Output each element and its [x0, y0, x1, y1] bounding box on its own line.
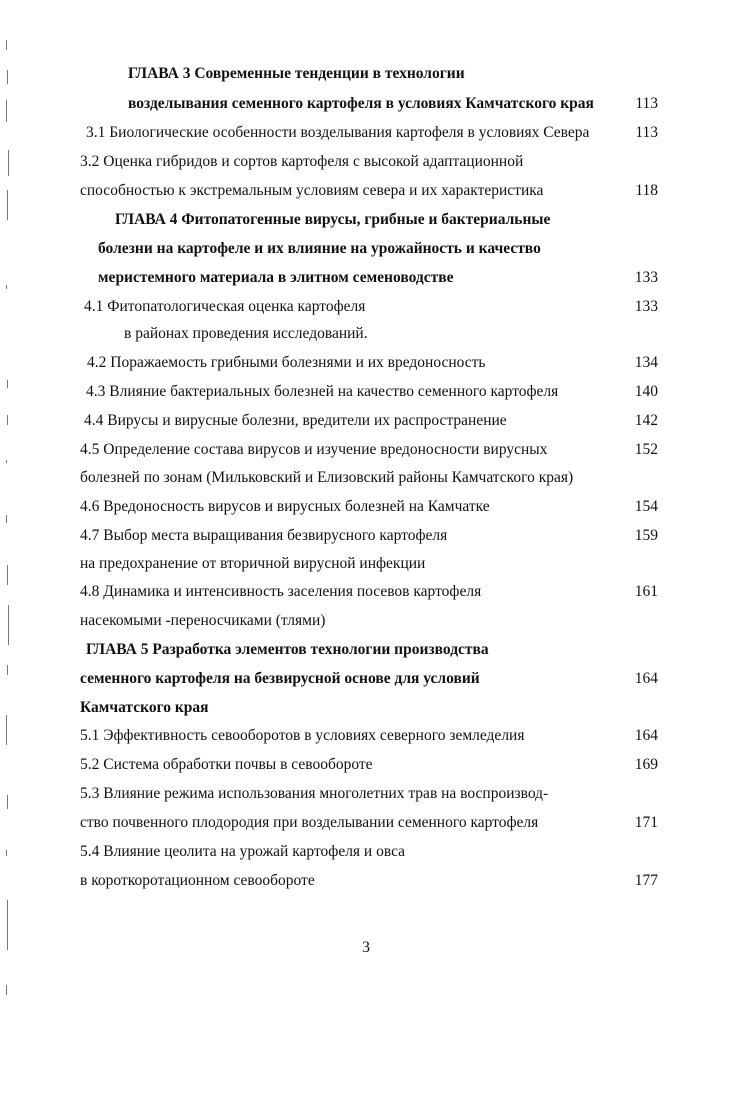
chapter-3-title-line1: ГЛАВА 3 Современные тенденции в технологии [128, 65, 465, 82]
chapter-5-title-line3: Камчатского края [80, 699, 209, 716]
chapter-5-page: 164 [634, 670, 658, 687]
section-4-7-page: 159 [634, 527, 658, 544]
section-4-8-line2: насекомыми -переносчиками (тлями) [80, 612, 326, 629]
section-3-1-page: 113 [635, 124, 658, 141]
chapter-4-title-line1: ГЛАВА 4 Фитопатогенные вирусы, грибные и бактериальные [115, 211, 551, 228]
page-number: 3 [362, 939, 370, 956]
chapter-4-title-line3: меристемного материала в элитном семеноводстве [98, 269, 454, 286]
section-4-8-line1: 4.8 Динамика и интенсивность заселения посевов картофеля [80, 583, 482, 600]
section-4-5-line2: болезней по зонам (Мильковский и Елизовский районы Камчатского края) [80, 469, 574, 486]
section-5-4-line2: в короткоротационном севообороте [80, 872, 315, 889]
section-4-4-page: 142 [634, 412, 658, 429]
section-4-1-page: 133 [634, 298, 658, 315]
section-4-4: 4.4 Вирусы и вирусные болезни, вредители их распространение [84, 412, 507, 429]
section-4-7-line2: на предохранение от вторичной вирусной инфекции [80, 555, 426, 572]
chapter-4-title-line2: болезни на картофеле и их влияние на урожайность и качество [98, 240, 541, 257]
section-5-1: 5.1 Эффективность севооборотов в условиях северного земледелия [80, 727, 525, 744]
chapter-3-title-line2: возделывания семенного картофеля в условиях Камчатского края [128, 95, 594, 112]
section-5-3-line2: ство почвенного плодородия при возделывании семенного картофеля [80, 814, 539, 831]
section-5-4-line1: 5.4 Влияние цеолита на урожай картофеля и овса [80, 843, 406, 860]
chapter-5-title-line2: семенного картофеля на безвирусной основе для условий [80, 670, 480, 687]
section-5-1-page: 164 [634, 727, 658, 744]
scan-edge-specks [0, 0, 20, 1100]
section-4-7-line1: 4.7 Выбор места выращивания безвирусного картофеля [80, 527, 448, 544]
section-4-6: 4.6 Вредоносность вирусов и вирусных болезней на Камчатке [80, 498, 490, 515]
chapter-4-page: 133 [634, 269, 658, 286]
section-3-1: 3.1 Биологические особенности возделывания картофеля в условиях Севера [86, 124, 590, 141]
section-4-5-page: 152 [634, 441, 658, 458]
section-4-2-page: 134 [634, 354, 658, 371]
section-5-2-page: 169 [634, 756, 658, 773]
chapter-3-page: 113 [635, 95, 658, 112]
section-3-2-page: 118 [635, 182, 658, 199]
section-5-4-page: 177 [634, 872, 658, 889]
section-4-1-line2: в районах проведения исследований. [124, 325, 368, 342]
section-3-2-line2: способностью к экстремальным условиям севера и их характеристика [80, 182, 544, 199]
section-4-3-page: 140 [634, 383, 658, 400]
section-4-8-page: 161 [634, 583, 658, 600]
section-4-3: 4.3 Влияние бактериальных болезней на качество семенного картофеля [86, 383, 559, 400]
section-5-3-line1: 5.3 Влияние режима использования многолетних трав на воспроизвод- [80, 785, 549, 802]
section-3-2-line1: 3.2 Оценка гибридов и сортов картофеля с высокой адаптационной [80, 153, 524, 170]
section-5-3-page: 171 [634, 814, 658, 831]
section-4-6-page: 154 [634, 498, 658, 515]
section-4-2: 4.2 Поражаемость грибными болезнями и их вредоносность [87, 354, 486, 371]
section-4-5-line1: 4.5 Определение состава вирусов и изучение вредоносности вирусных [80, 441, 548, 458]
chapter-5-title-line1: ГЛАВА 5 Разработка элементов технологии производства [86, 641, 489, 658]
section-5-2: 5.2 Система обработки почвы в севообороте [80, 756, 373, 773]
section-4-1-line1: 4.1 Фитопатологическая оценка картофеля [84, 298, 366, 315]
